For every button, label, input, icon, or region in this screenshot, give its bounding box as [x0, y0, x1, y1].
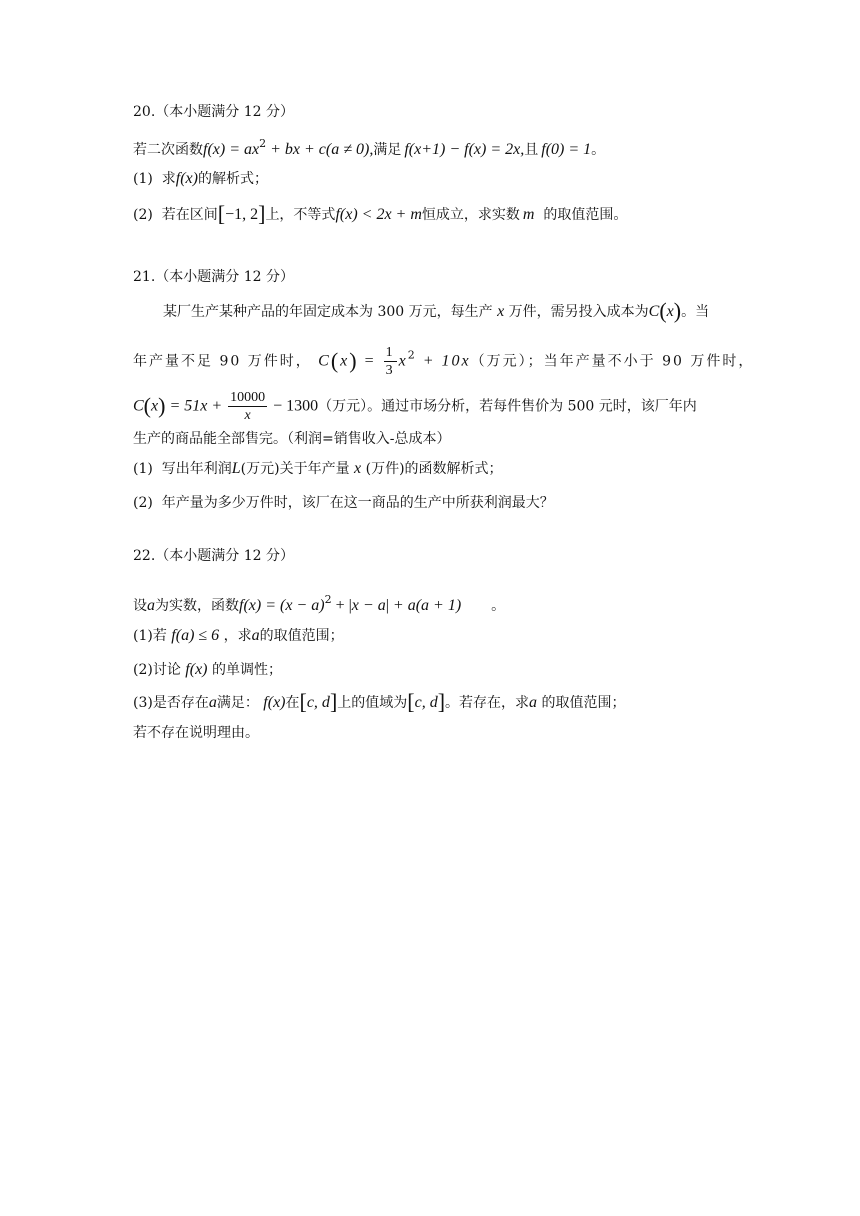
q20-stem: 若二次函数$f(x) = ax^2$ + bx + c(a ≠ 0),满足 f(x+1) − f(x) = 2x,且 f(0) = 1。 [133, 137, 606, 158]
q21-header: 21.（本小题满分 12 分） [133, 269, 294, 285]
q22-part1: (1)若 f(a) ≤ 6 ，求a的取值范围； [133, 627, 344, 644]
q22-header: 22.（本小题满分 12 分） [133, 548, 294, 564]
q22-last-line: 若不存在说明理由。 [133, 725, 259, 741]
q21-line2: 年产量不足 90 万件时， C(x) = $\frac{1}{3}$ $x^2 + 10x$（万元）；当年产量不小于 90 万件时， [133, 345, 755, 378]
q22-part3: (3)是否存在a满足： f(x)在[c, d]上的值域为[c, d]。若存在，求a 的取值范围； [133, 689, 626, 714]
q20-part1: (1) 求f(x)的解析式； [133, 170, 268, 187]
q20-part2: (2) 若在区间[−1, 2]上，不等式f(x) < 2x + m恒成立，求实数 m 的取值范围。 [133, 201, 628, 226]
q22-part2: (2)讨论 f(x) 的单调性； [133, 661, 282, 678]
q22-line1: 设a为实数，函数$f(x) = (x - a)^2 + |x - a| + a(a + 1)$ 。 [133, 593, 506, 614]
q20-header: 20.（本小题满分 12 分） [133, 104, 294, 120]
q21-line3: C(x) = 51x + $\frac{10000}{x}$ − 1300（万元）。通过市场分析，若每件售价为 500 元时，该厂年内 [133, 390, 697, 423]
q21-line1: 某厂生产某种产品的年固定成本为 300 万元，每生产 x 万件，需另投入成本为C(x)。当 [163, 298, 710, 323]
q21-part2: (2) 年产量为多少万件时，该厂在这一商品的生产中所获利润最大？ [133, 495, 554, 511]
q21-part1: (1) 写出年利润L(万元)关于年产量 x (万件)的函数解析式； [133, 460, 503, 477]
q21-line4: 生产的商品能全部售完。（利润=销售收入-总成本） [133, 431, 451, 447]
